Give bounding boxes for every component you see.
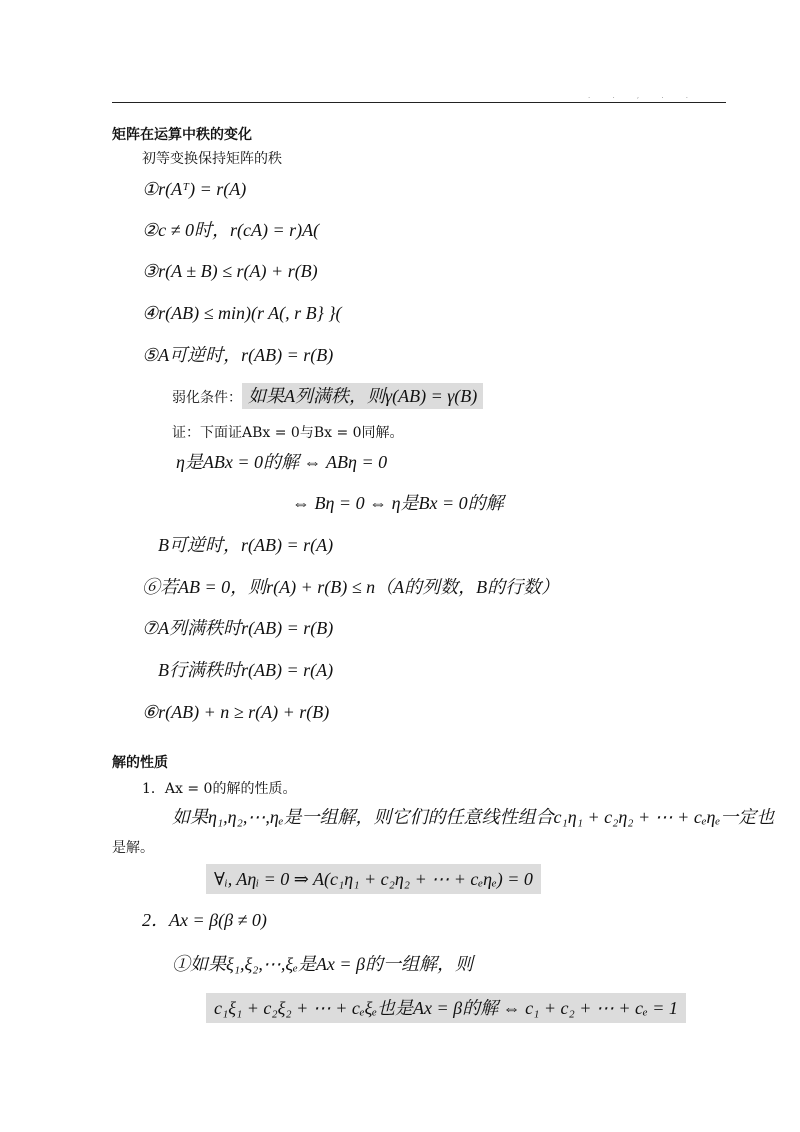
rank-item-6: ⑥若AB = 0，则r(A) + r(B) ≤ n（A的列数，B的行数） [142,577,560,597]
rank-item-7b: B行满秩时r(AB) = r(A) [158,660,334,680]
section-title-rank: 矩阵在运算中秩的变化 [112,127,252,143]
solution-box-1: ∀ᵢ, Aηᵢ = 0 ⇒ A(c₁η₁ + c₂η₂ + ⋯ + cₑηₑ) = 0 [206,864,541,894]
weak-condition-row [172,385,483,409]
rank-item-3: ③r(A ± B) ≤ r(A) + r(B) [142,261,318,281]
rank-item-8: ⑥r(AB) + n ≥ r(A) + r(B) [142,702,330,722]
rank-item-7: ⑦A列满秩时r(AB) = r(B) [142,618,334,638]
solution-text-1a: 如果η₁,η₂,⋯,ηₑ是一组解，则它们的任意线性组合c₁η₁ + c₂η₂ + ⋯ + cₑηₑ一定也 [172,807,775,827]
rank-item-4: ④r(AB) ≤ min)(r A(, r B} }( [142,303,342,323]
weak-condition-box: 如果A列满秩，则γ(AB) = γ(B) [242,383,483,409]
b-invertible-line: B可逆时，r(AB) = r(A) [158,535,334,555]
proof-line-1: η是ABx = 0的解 ⇔ ABη = 0 [176,452,388,472]
rank-item-5: ⑤A可逆时，r(AB) = r(B) [142,345,334,365]
solution-point-1: 1．Ax = 0的解的性质。 [142,781,297,797]
proof-line-2: ⇔ Bη = 0 ⇔ η是Bx = 0的解 [292,493,504,513]
header-dots: . . , . . [588,92,699,100]
rank-item-2: ②c ≠ 0时，r(cA) = r)A( [142,220,320,240]
section-title-solutions: 解的性质 [112,755,168,771]
weak-condition-label: 弱化条件： [172,390,242,406]
intro-text: 初等变换保持矩阵的秩 [142,151,282,167]
solution-box-2: c₁ξ₁ + c₂ξ₂ + ⋯ + cₑξₑ也是Ax = β的解 ⇔ c₁ + c₂ + ⋯ + cₑ = 1 [206,993,686,1023]
header-rule [112,102,726,103]
solution-text-1b: 是解。 [112,840,154,856]
solution-text-2: ①如果ξ₁,ξ₂,⋯,ξₑ是Ax = β的一组解，则 [172,954,473,974]
rank-item-1: ①r(Aᵀ) = r(A) [142,179,247,199]
solution-point-2: 2．Ax = β(β ≠ 0) [142,910,267,930]
proof-statement: 证：下面证ABx = 0与Bx = 0同解。 [172,425,404,441]
